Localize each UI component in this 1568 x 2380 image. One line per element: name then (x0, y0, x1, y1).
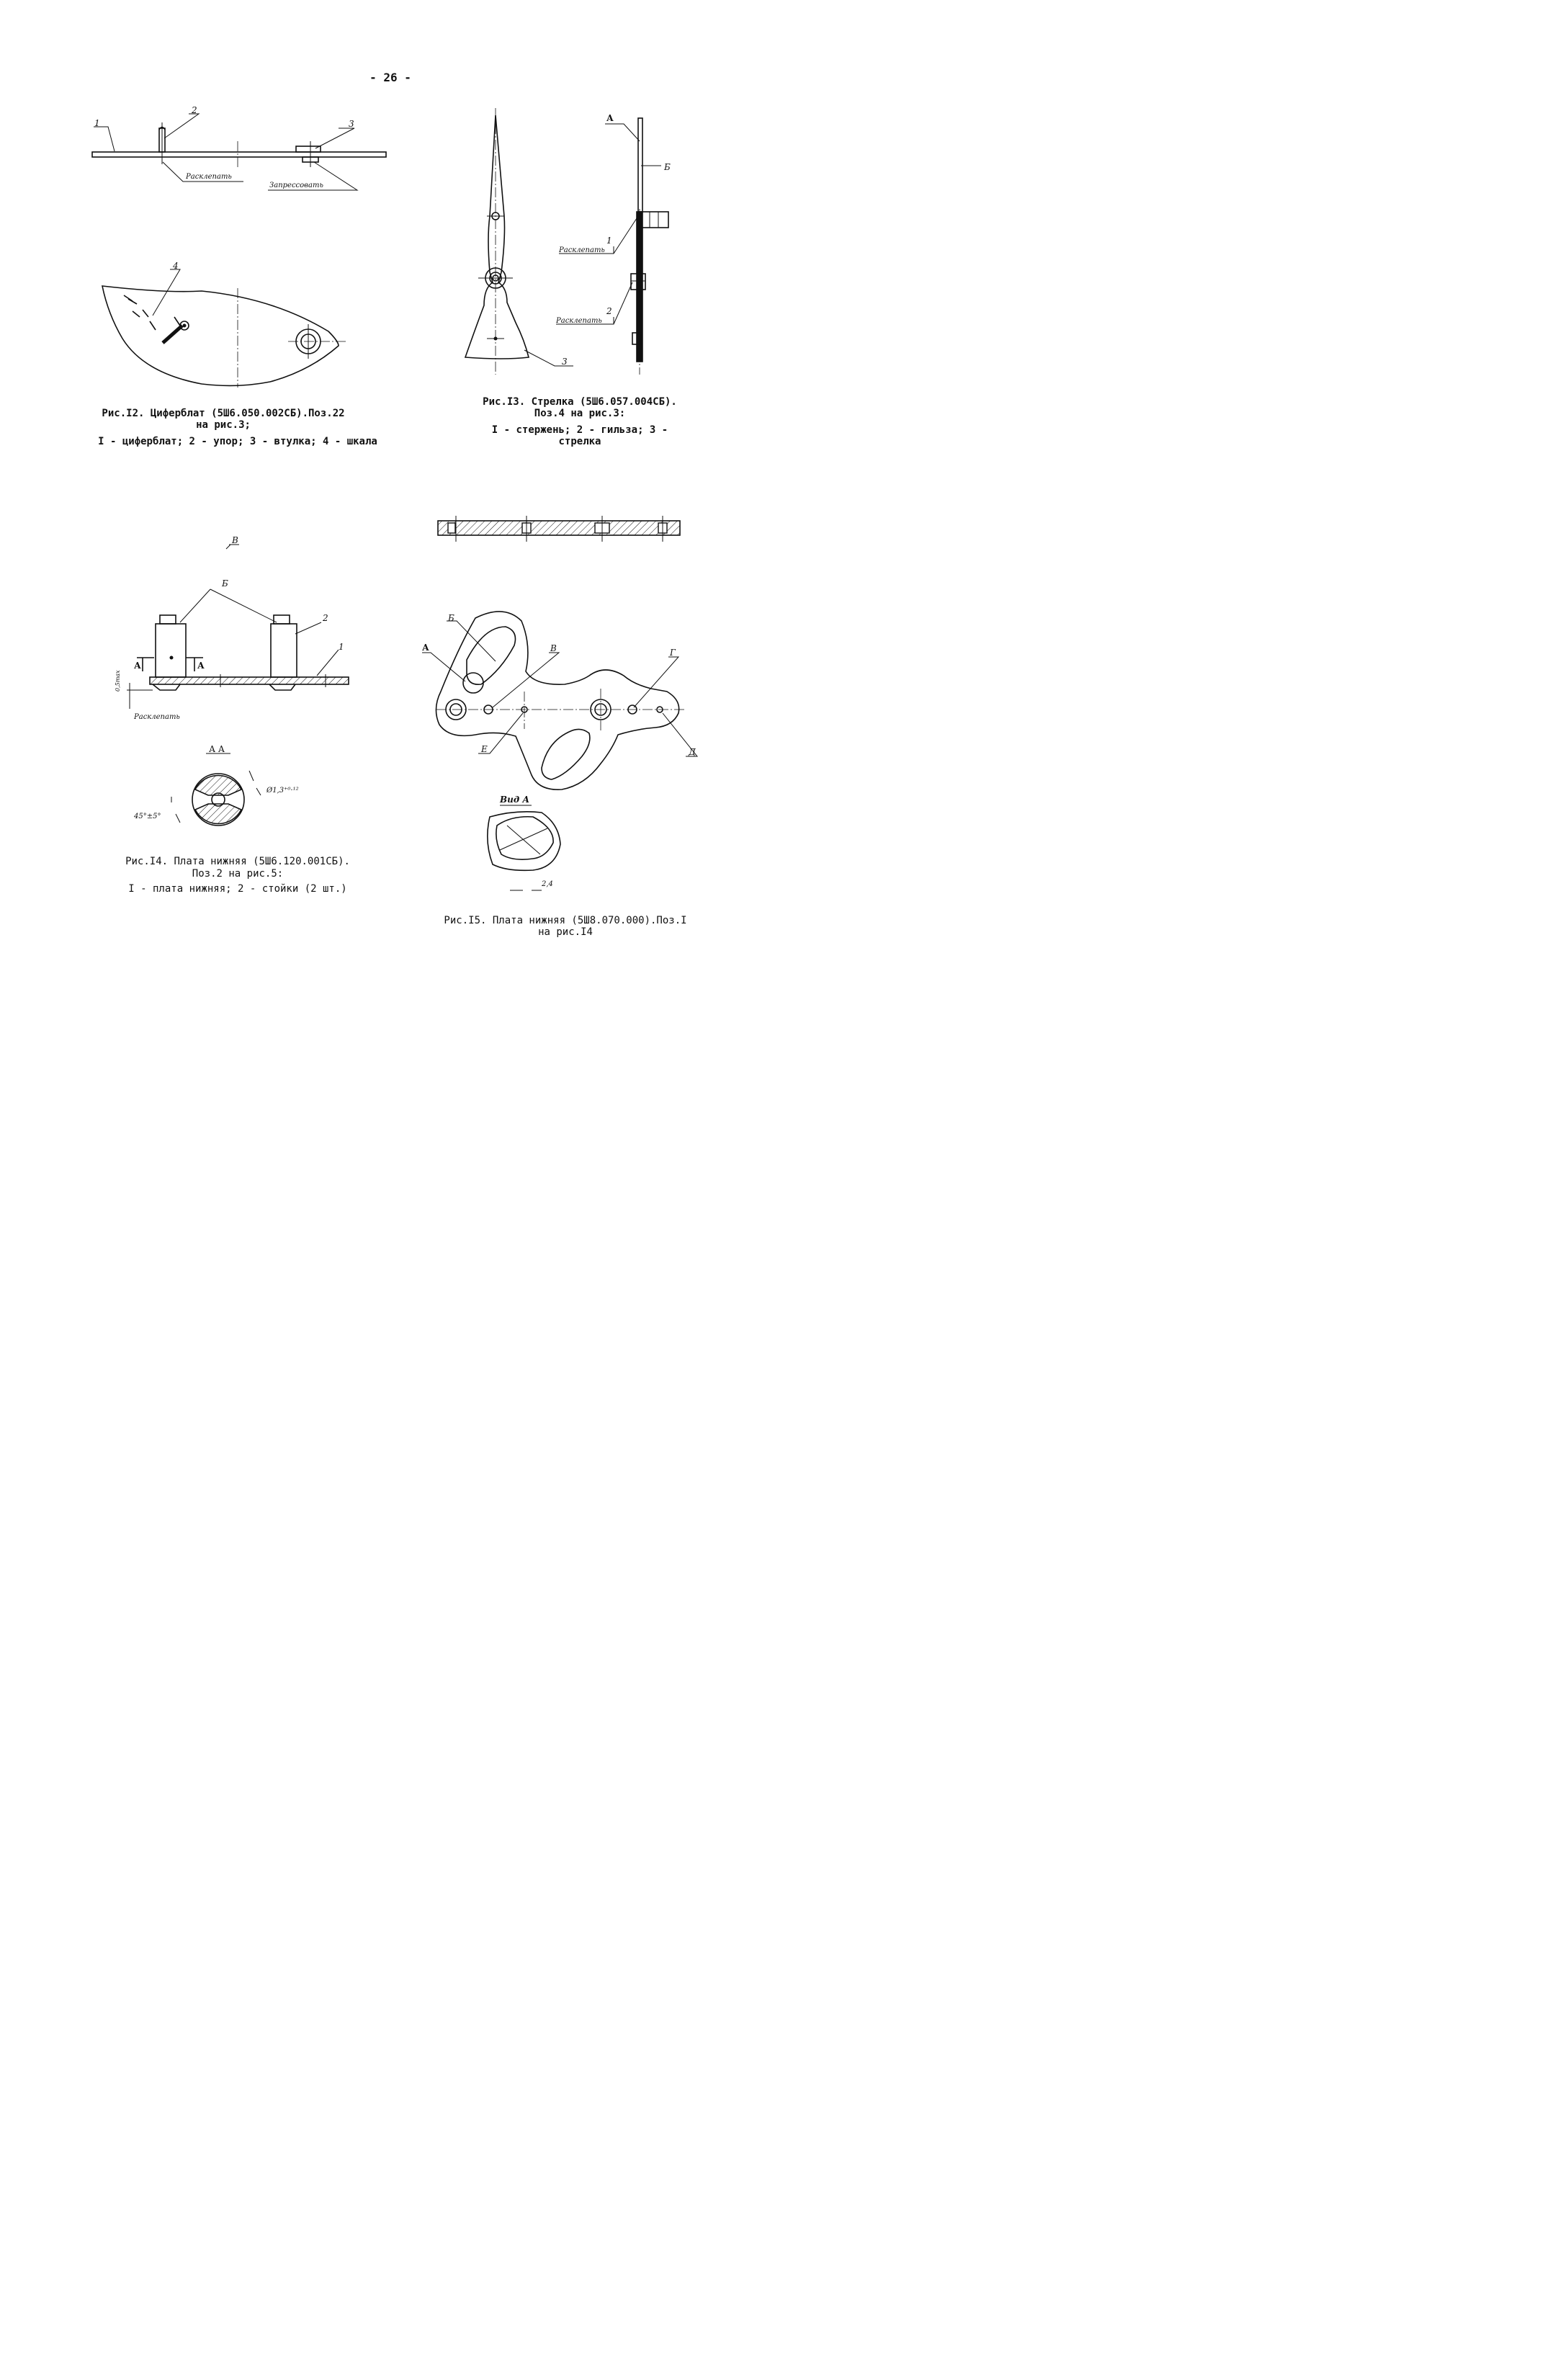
fig15-plate-view (422, 612, 697, 789)
fig12-callout-1: 1 (94, 118, 100, 128)
fig13-callout-2: 2 (606, 306, 612, 316)
fig12-note-rivet: Расклепать (186, 173, 232, 181)
fig14-callout-2: 2 (323, 613, 328, 623)
fig15-callout-d: Д (689, 747, 696, 757)
fig15-caption-line1: Рис.I5. Плата нижняя (5Ш8.070.000).Поз.I (444, 915, 687, 926)
fig15-section-strip (438, 516, 680, 542)
fig12-callout-4: 4 (173, 261, 179, 271)
fig13-caption-line1: Рис.I3. Стрелка (5Ш6.057.004СБ). (483, 396, 677, 408)
fig15-callout-b: Б (448, 613, 454, 623)
fig14-caption-line3: I - плата нижняя; 2 - стойки (2 шт.) (128, 883, 347, 895)
fig13-callout-b: Б (664, 162, 671, 172)
fig14-caption-line2: Поз.2 на рис.5: (192, 868, 284, 880)
fig14-section-aa (171, 753, 261, 826)
technical-drawings (0, 0, 738, 1119)
fig15-view-label: Вид А (500, 795, 530, 805)
fig12-caption-line1: Рис.I2. Циферблат (5Ш6.050.002СБ).Поз.22 (102, 408, 345, 419)
fig14-callout-a-left: А (134, 661, 141, 671)
fig14-callout-1: 1 (339, 642, 344, 652)
fig14-callout-b: Б (222, 578, 228, 589)
fig12-note-press: Запрессовать (269, 182, 323, 189)
fig14-plate-view (127, 545, 349, 709)
fig15-callout-e: Е (481, 744, 488, 754)
fig13-callout-a: А (606, 113, 614, 123)
fig13-note-rivet-1: Расклепать (559, 246, 605, 254)
fig14-caption-line1: Рис.I4. Плата нижняя (5Ш6.120.001СБ). (125, 856, 350, 867)
fig15-callout-v: В (550, 643, 557, 653)
fig13-note-rivet-2: Расклепать (556, 317, 602, 325)
fig14-callout-v: В (232, 535, 238, 545)
fig14-note-rivet: Расклепать (134, 713, 180, 721)
fig13-callout-3: 3 (562, 357, 568, 367)
fig15-callout-g: Г (670, 648, 676, 658)
fig12-caption-line3: I - циферблат; 2 - упор; 3 - втулка; 4 - шкала (98, 436, 377, 447)
page-number: - 26 - (369, 71, 411, 84)
fig12-dial-view (102, 269, 346, 388)
fig13-caption-line2: Поз.4 на рис.3: (534, 408, 626, 419)
fig13-arrow-front (465, 108, 573, 375)
fig13-caption-line3: I - стержень; 2 - гильза; 3 - (491, 424, 668, 436)
fig12-callout-3: 3 (349, 119, 354, 129)
fig15-caption-line2: на рис.I4 (538, 926, 593, 938)
fig12-caption-line2: на рис.3; (196, 419, 251, 431)
fig14-dim-diameter: Ø1,3⁺⁰·¹² (266, 787, 299, 795)
fig13-callout-1: 1 (606, 236, 612, 246)
fig13-caption-line4: стрелка (558, 436, 601, 447)
fig14-dim-height: 0,5max (115, 670, 121, 692)
fig14-callout-a-right: А (197, 661, 205, 671)
fig12-side-view (92, 114, 386, 190)
fig15-callout-a: А (422, 643, 429, 653)
fig12-callout-2: 2 (192, 105, 197, 115)
fig14-section-label: А А (209, 744, 225, 754)
fig15-dim: 2,4 (542, 880, 553, 888)
fig14-dim-angle: 45°±5° (134, 813, 161, 820)
fig15-view-a (488, 805, 560, 890)
